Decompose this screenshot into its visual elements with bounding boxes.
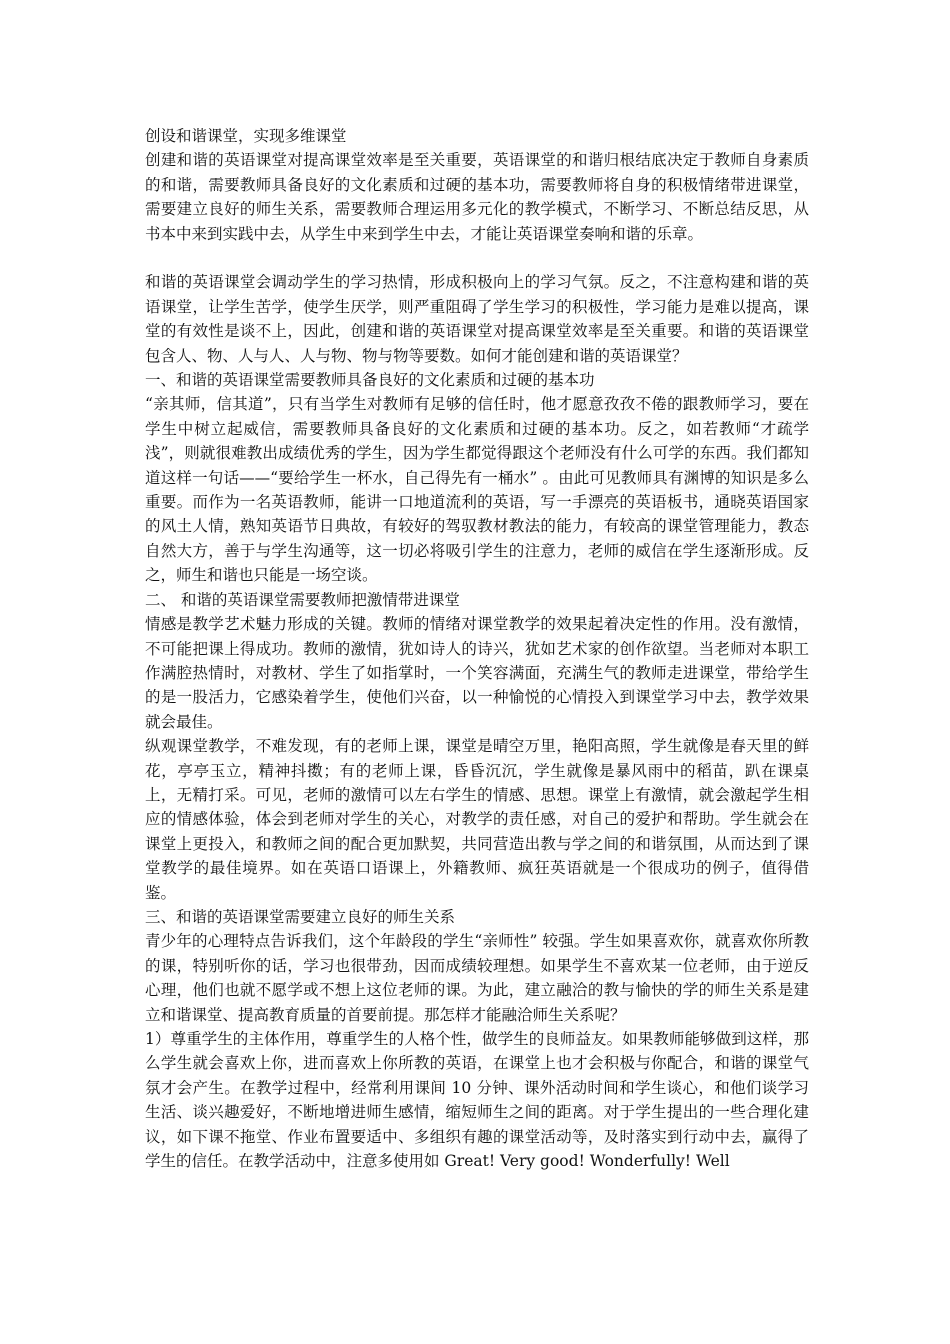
paragraph-section-3b: 1）尊重学生的主体作用，尊重学生的人格个性，做学生的良师益友。如果教师能够做到这样，那么学生就会喜欢上你，进而喜欢上你所教的英语，在课堂上也才会积极与你配合，和谐的课堂气氛才会产生。在教学过程中，经常利用课间 10 分钟、课外活动时间和学生谈心，和他们谈学习生活、谈兴趣爱好，不断地增进师生感情，缩短师生之间的距离。对于学生提出的一些合理化建议，如下课不拖堂、作业布置要适中、多组织有趣的课堂活动等，及时落实到行动中去，赢得了学生的信任。在教学活动中，注意多使用如 Great! Very good! Wonderfully! Well	[145, 1030, 809, 1171]
document-body	[145, 124, 809, 1173]
paragraph-section-2a: 情感是教学艺术魅力形成的关键。教师的情绪对课堂教学的效果起着决定性的作用。没有激情，不可能把课上得成功。教师的激情，犹如诗人的诗兴，犹如艺术家的创作欲望。当老师对本职工作满腔热情时，对教材、学生了如指掌时，一个笑容满面，充满生气的教师走进课堂，带给学生的是一股活力，它感染着学生，使他们兴奋，以一种愉悦的心情投入到课堂学习中去，教学效果就会最佳。	[145, 615, 809, 731]
paragraph-section-2b: 纵观课堂教学，不难发现，有的老师上课，课堂是晴空万里，艳阳高照，学生就像是春天里的鲜花，亭亭玉立，精神抖擞；有的老师上课，昏昏沉沉，学生就像是暴风雨中的稻苗，趴在课桌上，无精打采。可见，老师的激情可以左右学生的情感、思想。课堂上有激情，就会激起学生相应的情感体验，体会到老师对学生的关心，对教学的责任感，对自己的爱护和帮助。学生就会在课堂上更投入，和教师之间的配合更加默契，共同营造出教与学之间的和谐氛围，从而达到了课堂教学的最佳境界。如在英语口语课上，外籍教师、疯狂英语就是一个很成功的例子，值得借鉴。	[145, 737, 809, 902]
paragraph-section-1: “亲其师，信其道”，只有当学生对教师有足够的信任时，他才愿意孜孜不倦的跟教师学习，要在学生中树立起威信，需要教师具备良好的文化素质和过硬的基本功。反之，如若教师“才疏学浅”，则就很难教出成绩优秀的学生，因为学生都觉得跟这个老师没有什么可学的东西。我们都知道这样一句话——“要给学生一杯水，自己得先有一桶水” 。由此可见教师具有渊博的知识是多么重要。而作为一名英语教师，能讲一口地道流利的英语，写一手漂亮的英语板书，通晓英语国家的风土人情，熟知英语节日典故，有较好的驾驭教材教法的能力，有较高的课堂管理能力，教态自然大方，善于与学生沟通等，这一切必将吸引学生的注意力，老师的威信在学生逐渐形成。反之，师生和谐也只能是一场空谈。	[145, 395, 809, 585]
blank-line	[145, 246, 809, 270]
paragraph-overview: 和谐的英语课堂会调动学生的学习热情，形成积极向上的学习气氛。反之，不注意构建和谐的英语课堂，让学生苦学，使学生厌学，则严重阻碍了学生学习的积极性，学习能力是难以提高，课堂的有效性是谈不上，因此，创建和谐的英语课堂对提高课堂效率是至关重要。和谐的英语课堂包含人、物、人与人、人与物、物与物等要数。如何才能创建和谐的英语课堂？	[145, 273, 809, 365]
section-heading-3: 三、和谐的英语课堂需要建立良好的师生关系	[145, 907, 456, 926]
section-heading-2: 二、 和谐的英语课堂需要教师把激情带进课堂	[145, 590, 460, 609]
paragraph-section-3a: 青少年的心理特点告诉我们，这个年龄段的学生“亲师性” 较强。学生如果喜欢你，就喜欢你所教的课，特别听你的话，学习也很带劲，因而成绩较理想。如果学生不喜欢某一位老师，由于逆反心理，他们也就不愿学或不想上这位老师的课。为此，建立融洽的教与愉快的学的师生关系是建立和谐课堂、提高教育质量的首要前提。那怎样才能融洽师生关系呢？	[145, 932, 809, 1024]
section-heading-1: 一、和谐的英语课堂需要教师具备良好的文化素质和过硬的基本功	[145, 371, 595, 390]
document-title: 创设和谐课堂，实现多维课堂	[145, 127, 347, 145]
intro-paragraph: 创建和谐的英语课堂对提高课堂效率是至关重要，英语课堂的和谐归根结底决定于教师自身素质的和谐，需要教师具备良好的文化素质和过硬的基本功，需要教师将自身的积极情绪带进课堂，需要建立良好的师生关系，需要教师合理运用多元化的教学模式，不断学习、不断总结反思，从书本中来到实践中去，从学生中来到学生中去，才能让英语课堂奏响和谐的乐章。	[145, 151, 809, 243]
